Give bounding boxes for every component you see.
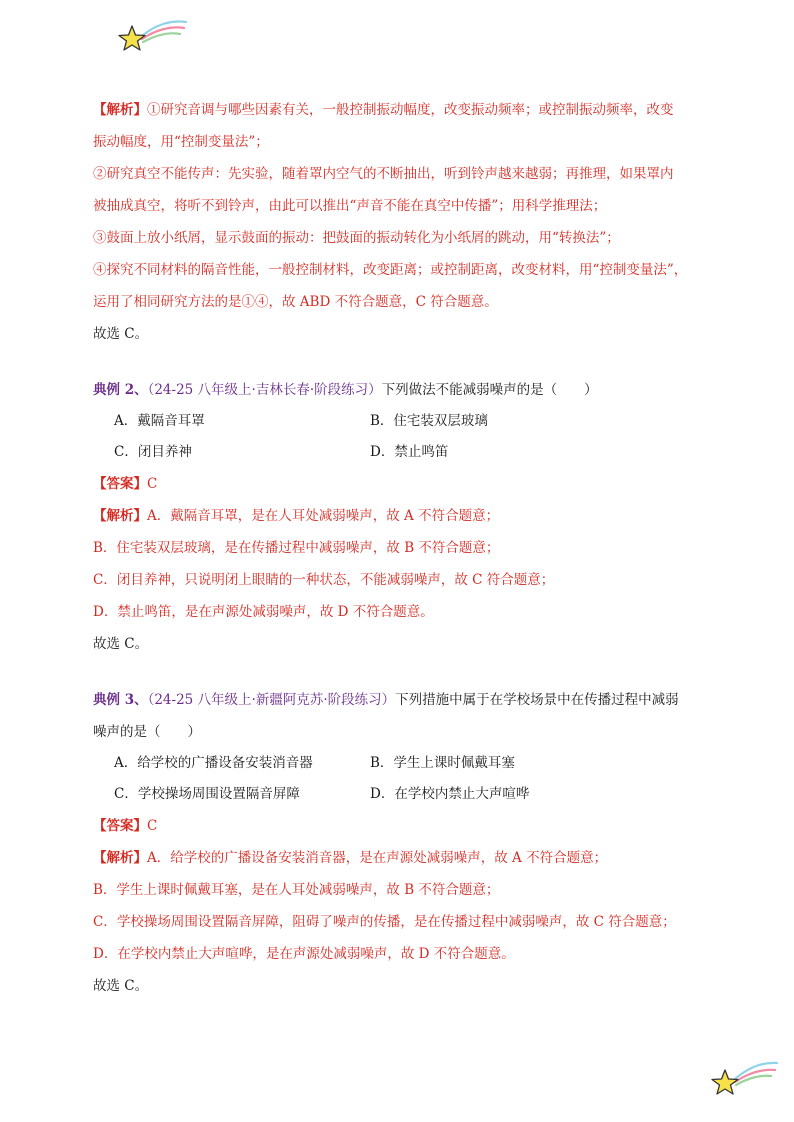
analysis-line: B．住宅装双层玻璃，是在传播过程中减弱噪声，故 B 不符合题意； — [93, 540, 500, 556]
analysis-line — [93, 842, 705, 874]
options-row — [93, 406, 705, 437]
options-row — [93, 748, 705, 779]
option-c: C．学校操场周围设置隔音屏障 — [114, 786, 300, 802]
question-text: 下列做法不能减弱噪声的是（ ） — [381, 382, 598, 398]
analysis-line: 被抽成真空，将听不到铃声，由此可以推出“声音不能在真空中传播”；用科学推理法； — [93, 198, 607, 214]
answer-tag: 【答案】 — [93, 476, 147, 492]
analysis-line — [93, 500, 705, 532]
question-text: 下列措施中属于在学校场景中在传播过程中减弱 — [395, 692, 679, 708]
example-source: （24-25 八年级上·新疆阿克苏·阶段练习） — [147, 692, 396, 708]
question-text-cont: 噪声的是（ ） — [93, 724, 201, 740]
option-c: C．闭目养神 — [114, 444, 192, 460]
analysis-line: ④探究不同材料的隔音性能，一般控制材料，改变距离；或控制距离，改变材料，用“控制变量法”， — [93, 262, 688, 278]
conclusion: 故选 C。 — [93, 978, 149, 994]
option-b: B．住宅装双层玻璃 — [370, 413, 488, 429]
example-label: 典例 2、 — [93, 382, 148, 398]
analysis-text: ①研究音调与哪些因素有关，一般控制振动幅度，改变振动频率；或控制振动频率，改变 — [147, 102, 674, 118]
analysis-line: 运用了相同研究方法的是①④，故 ABD 不符合题意，C 符合题意。 — [93, 294, 498, 310]
option-b: B．学生上课时佩戴耳塞 — [370, 755, 515, 771]
shooting-star-icon — [707, 1057, 781, 1099]
answer-line — [93, 468, 705, 500]
option-d: D．在学校内禁止大声喧哗 — [370, 786, 530, 802]
analysis-line: B．学生上课时佩戴耳塞，是在人耳处减弱噪声，故 B 不符合题意； — [93, 882, 500, 898]
analysis-tag: 【解析】 — [93, 850, 147, 866]
options-row — [93, 437, 705, 468]
analysis-text: A．给学校的广播设备安装消音器，是在声源处减弱噪声，故 A 不符合题意； — [147, 850, 608, 866]
analysis-line: ③鼓面上放小纸屑，显示鼓面的振动：把鼓面的振动转化为小纸屑的跳动，用“转换法”； — [93, 230, 620, 246]
conclusion: 故选 C。 — [93, 636, 149, 652]
example-label: 典例 3、 — [93, 692, 148, 708]
answer-value: C — [147, 476, 158, 492]
answer-value: C — [147, 818, 158, 834]
analysis-line: D．在学校内禁止大声喧哗，是在声源处减弱噪声，故 D 不符合题意。 — [93, 946, 515, 962]
analysis-line: C．学校操场周围设置隔音屏障，阻碍了噪声的传播，是在传播过程中减弱噪声，故 C 符合题意； — [93, 914, 676, 930]
shooting-star-icon — [112, 16, 190, 60]
analysis-tag: 【解析】 — [93, 102, 147, 118]
analysis-line: C．闭目养神，只说明闭上眼睛的一种状态，不能减弱噪声，故 C 符合题意； — [93, 572, 555, 588]
example-3-question — [93, 684, 705, 716]
example-source: （24-25 八年级上·吉林长春·阶段练习） — [147, 382, 382, 398]
analysis-line: ②研究真空不能传声：先实验，随着罩内空气的不断抽出，听到铃声越来越弱；再推理，如果罩内 — [93, 166, 674, 182]
option-a: A．给学校的广播设备安装消音器 — [114, 755, 313, 771]
answer-line — [93, 810, 705, 842]
conclusion: 故选 C。 — [93, 326, 149, 342]
analysis-line: D．禁止鸣笛，是在声源处减弱噪声，故 D 不符合题意。 — [93, 604, 434, 620]
option-a: A．戴隔音耳罩 — [114, 413, 205, 429]
analysis-tag: 【解析】 — [93, 508, 147, 524]
answer-tag: 【答案】 — [93, 818, 147, 834]
document-body — [93, 94, 705, 1002]
analysis-line: 振动幅度，用“控制变量法”； — [93, 134, 269, 150]
example-2-question — [93, 374, 705, 406]
options-row — [93, 779, 705, 810]
analysis-text: A．戴隔音耳罩，是在人耳处减弱噪声，故 A 不符合题意； — [147, 508, 500, 524]
analysis-line — [93, 94, 705, 126]
option-d: D．禁止鸣笛 — [370, 444, 449, 460]
